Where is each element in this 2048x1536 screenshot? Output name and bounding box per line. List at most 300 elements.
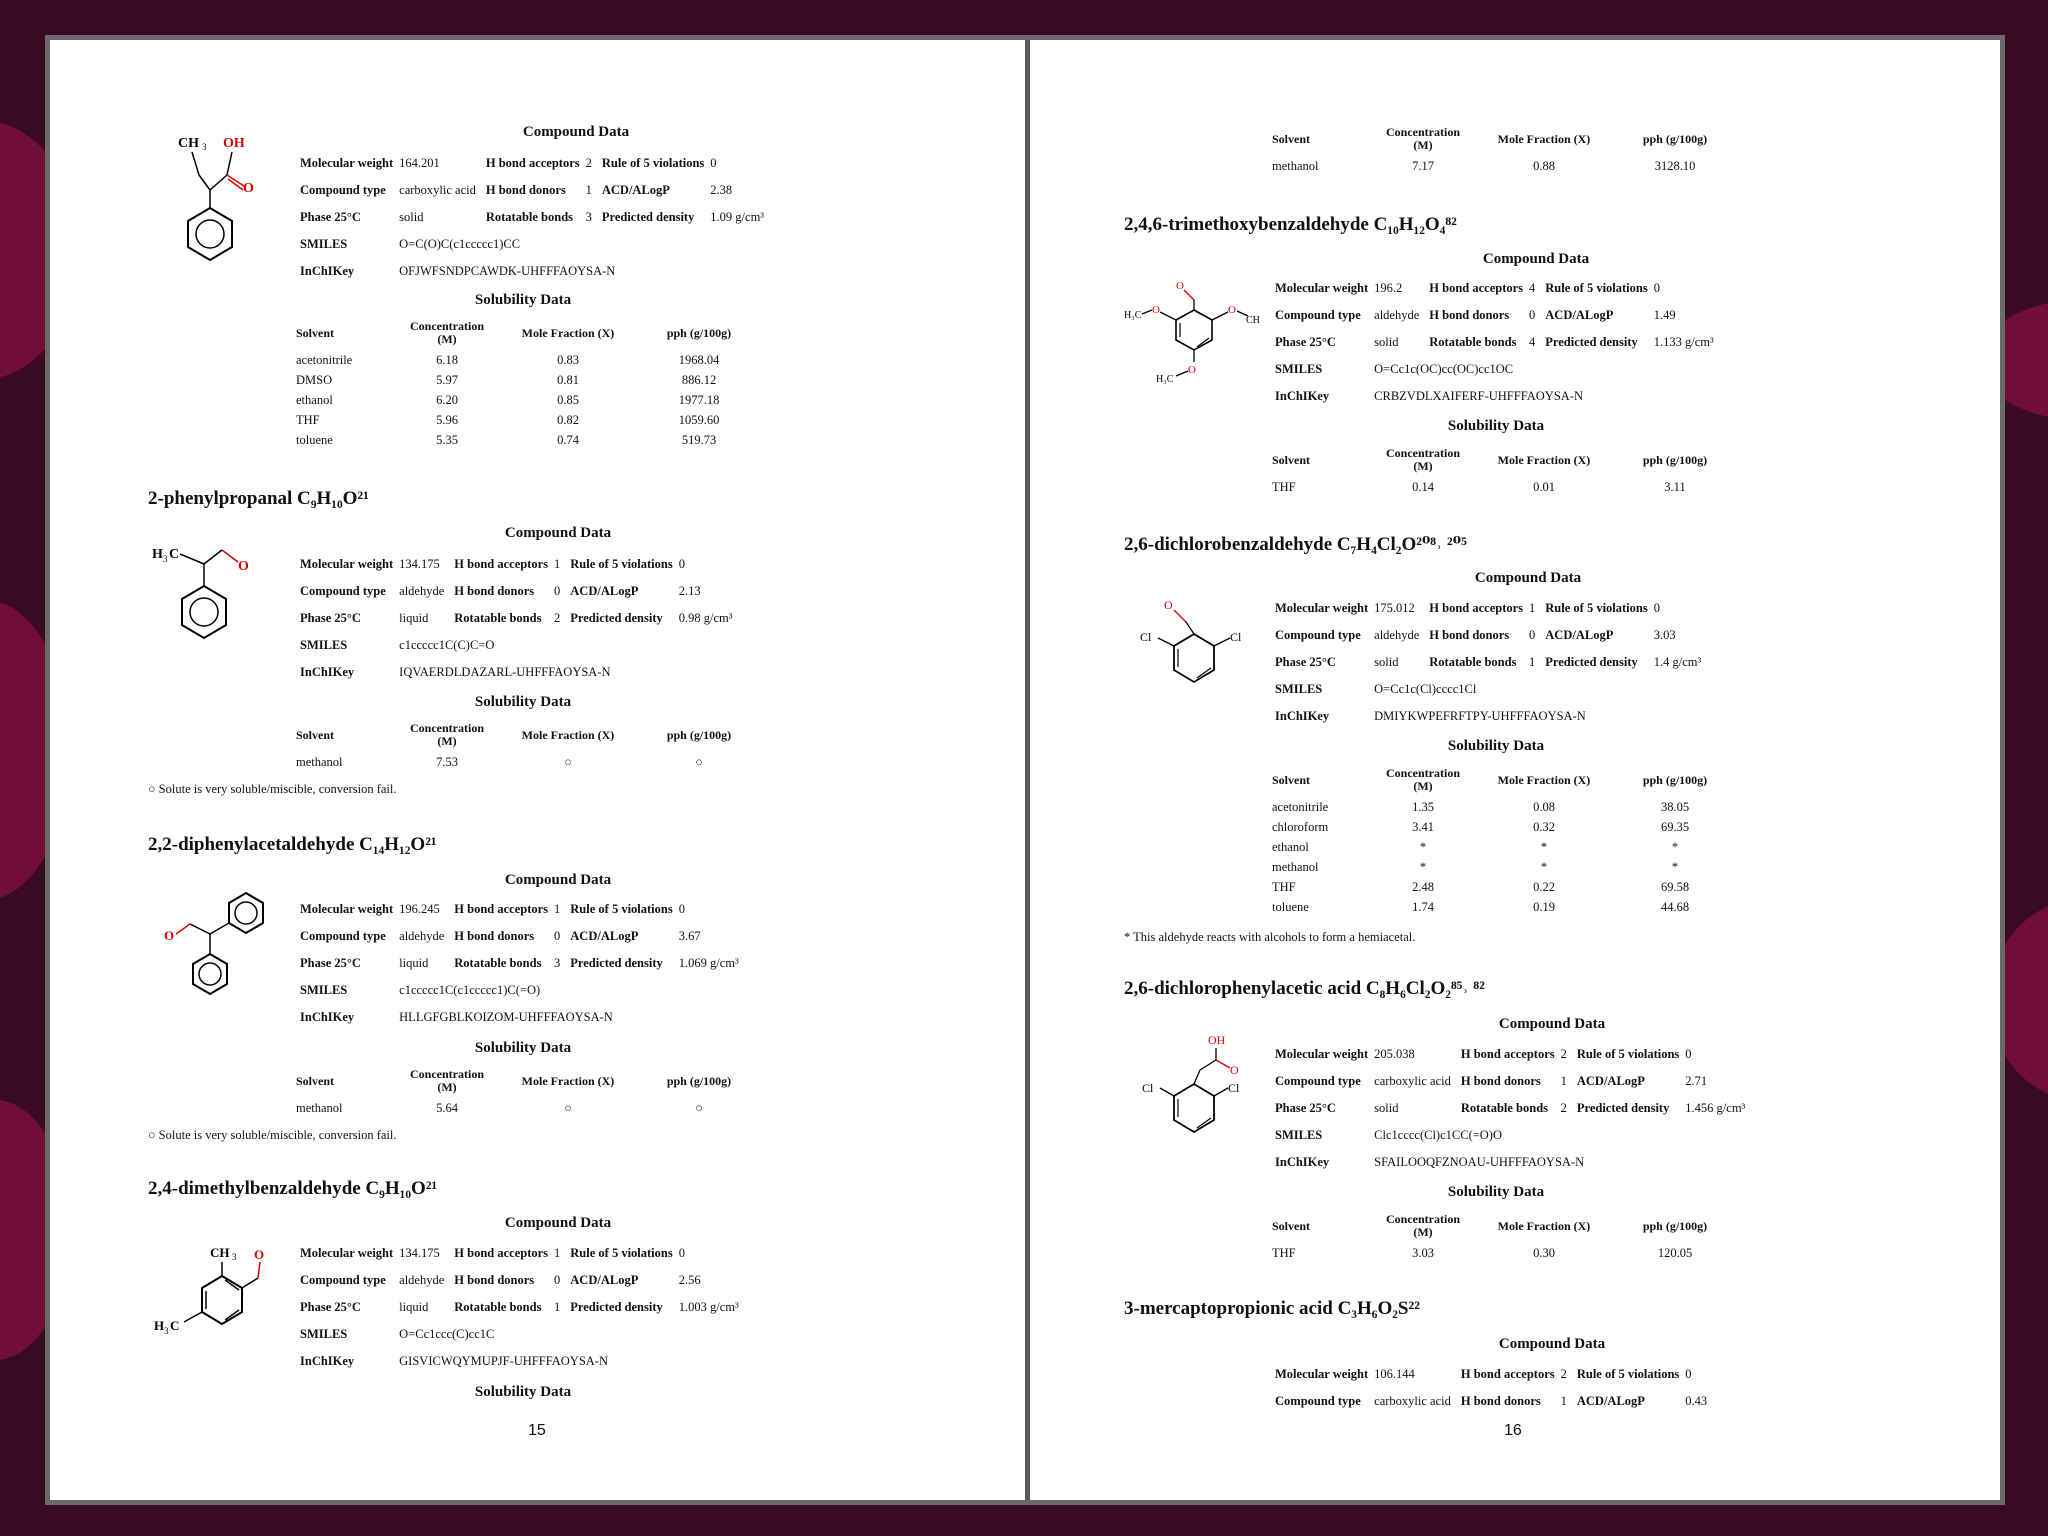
value: 1.4 g/cm³	[1653, 655, 1702, 669]
label: Predicted density	[1545, 335, 1638, 349]
value: 1	[1529, 655, 1536, 669]
value: 2	[1560, 1367, 1567, 1381]
col-mole-fraction: Mole Fraction (X)	[1497, 131, 1591, 146]
value: 2.38	[710, 183, 733, 197]
col-concentration: Concentration (M)	[1386, 1212, 1460, 1239]
label: SMILES	[300, 983, 348, 997]
solubility-table	[1272, 1209, 1733, 1263]
solubility-table	[296, 1064, 757, 1118]
solubility-table	[1272, 763, 1733, 917]
footnote: * This aldehyde reacts with alcohols to form a hemiacetal.	[1124, 930, 1416, 944]
value: 0	[1529, 628, 1536, 642]
cell: 69.35	[1660, 819, 1690, 834]
label: Rotatable bonds	[1460, 1101, 1549, 1115]
label: Rotatable bonds	[454, 1300, 542, 1314]
compound-data-table	[300, 1240, 749, 1375]
value: liquid	[399, 1300, 429, 1314]
cell: 0.83	[557, 352, 579, 367]
compound-title: 2-phenylpropanal C₉H₁₀O²¹	[148, 488, 369, 509]
col-mole-fraction: Mole Fraction (X)	[521, 727, 615, 742]
solubility-data-heading: Solubility Data	[1447, 1184, 1545, 1200]
value: O=Cc1c(OC)cc(OC)cc1OC	[1374, 362, 1514, 376]
value: 0	[710, 156, 717, 170]
svg-text:O: O	[1152, 304, 1160, 316]
value: aldehyde	[1374, 628, 1420, 642]
label: Predicted density	[570, 1300, 663, 1314]
value: 0	[554, 929, 561, 943]
label: Compound type	[300, 183, 386, 197]
molecule-structure-2-4-dimethylbenzaldehyde	[150, 1244, 280, 1344]
cell: 1.74	[1412, 899, 1434, 914]
cell: *	[1540, 859, 1548, 874]
cell: *	[1419, 859, 1427, 874]
compound-data-heading: Compound Data	[504, 1215, 612, 1231]
svg-text:O: O	[1188, 364, 1196, 376]
value: 2	[554, 611, 561, 625]
value: 0	[678, 557, 685, 571]
value: 1	[554, 1246, 561, 1260]
compound-data-table	[300, 150, 774, 285]
page-divider	[1025, 40, 1030, 1500]
svg-text:3: 3	[202, 142, 207, 152]
label: H bond acceptors	[454, 1246, 549, 1260]
label: Predicted density	[570, 956, 663, 970]
col-solvent: Solvent	[1272, 131, 1311, 146]
cell: THF	[296, 412, 320, 427]
label: Molecular weight	[300, 1246, 394, 1260]
value: 1	[554, 557, 561, 571]
svg-text:H: H	[154, 1318, 165, 1333]
col-solvent: Solvent	[1272, 452, 1311, 467]
compound-data-heading: Compound Data	[522, 124, 630, 140]
value: SFAILOOQFZNOAU-UHFFFAOYSA-N	[1374, 1155, 1585, 1169]
cell: 1059.60	[678, 412, 720, 427]
label: Molecular weight	[1275, 601, 1369, 615]
cell: 1.35	[1412, 799, 1434, 814]
col-solvent: Solvent	[296, 1073, 335, 1088]
solubility-data-heading: Solubility Data	[474, 694, 572, 710]
label: H bond donors	[454, 584, 535, 598]
col-concentration: Concentration (M)	[410, 1067, 484, 1094]
label: Rotatable bonds	[1429, 335, 1517, 349]
value: DMIYKWPEFRFTPY-UHFFFAOYSA-N	[1374, 709, 1586, 723]
label: Compound type	[300, 929, 386, 943]
molecule-structure-2-phenylbutanoic-acid	[172, 130, 262, 270]
label: H bond acceptors	[1460, 1367, 1555, 1381]
label: H bond donors	[1460, 1074, 1541, 1088]
label: ACD/ALogP	[570, 584, 639, 598]
value: c1ccccc1C(C)C=O	[399, 638, 495, 652]
label: H bond donors	[454, 1273, 535, 1287]
table-row	[1272, 857, 1733, 877]
label: Phase 25°C	[1275, 335, 1336, 349]
label: Rotatable bonds	[485, 210, 574, 224]
value: 1.133 g/cm³	[1653, 335, 1714, 349]
label: Phase 25°C	[1275, 655, 1336, 669]
label: ACD/ALogP	[570, 929, 639, 943]
compound-data-heading: Compound Data	[1498, 1016, 1606, 1032]
label: InChIKey	[300, 1010, 355, 1024]
value: solid	[1374, 655, 1399, 669]
value: 0.43	[1685, 1394, 1708, 1408]
value: aldehyde	[399, 584, 445, 598]
svg-text:Cl: Cl	[1228, 1081, 1240, 1095]
value: 2	[585, 156, 592, 170]
label: InChIKey	[300, 665, 355, 679]
cell: *	[1671, 859, 1679, 874]
value: 3	[585, 210, 592, 224]
table-row	[296, 430, 757, 450]
col-mole-fraction: Mole Fraction (X)	[1497, 452, 1591, 467]
value: 1.49	[1653, 308, 1676, 322]
col-mole-fraction: Mole Fraction (X)	[1497, 1218, 1591, 1233]
svg-text:O: O	[1164, 598, 1173, 612]
value: 0	[1529, 308, 1536, 322]
label: ACD/ALogP	[601, 183, 670, 197]
compound-data-table	[1275, 1041, 1755, 1176]
compound-data-heading: Compound Data	[504, 525, 612, 541]
cell: *	[1671, 839, 1679, 854]
label: SMILES	[300, 237, 348, 251]
label: Rule of 5 violations	[1545, 601, 1648, 615]
value: 1	[1560, 1394, 1567, 1408]
label: Compound type	[300, 584, 386, 598]
col-solvent: Solvent	[1272, 1218, 1311, 1233]
value: 2.13	[678, 584, 701, 598]
compound-title: 3-mercaptopropionic acid C₃H₆O₂S²²	[1124, 1298, 1420, 1319]
value: 205.038	[1374, 1047, 1415, 1061]
value: carboxylic acid	[1374, 1394, 1451, 1408]
value: liquid	[399, 956, 429, 970]
cell: 3.03	[1412, 1245, 1434, 1260]
value: 3.03	[1653, 628, 1676, 642]
cell: 3.41	[1412, 819, 1434, 834]
svg-text:O: O	[243, 181, 254, 196]
col-pph: pph (g/100g)	[1642, 772, 1708, 787]
compound-data-heading: Compound Data	[1498, 1336, 1606, 1352]
svg-text:3: 3	[163, 554, 168, 564]
value: c1ccccc1C(c1ccccc1)C(=O)	[399, 983, 541, 997]
cell: 0.30	[1533, 1245, 1555, 1260]
label: Rotatable bonds	[454, 956, 542, 970]
cell: toluene	[1272, 899, 1309, 914]
compound-data-table	[1275, 1361, 1717, 1415]
value: Clc1cccc(Cl)c1CC(=O)O	[1374, 1128, 1502, 1142]
value: 175.012	[1374, 601, 1415, 615]
cell: 1977.18	[678, 392, 720, 407]
svg-text:Cl: Cl	[1140, 630, 1152, 644]
solubility-data-heading: Solubility Data	[474, 1384, 572, 1400]
label: Molecular weight	[1275, 281, 1369, 295]
value: carboxylic acid	[399, 183, 476, 197]
table-row	[1272, 797, 1733, 817]
cell: 5.96	[436, 412, 458, 427]
cell: methanol	[296, 754, 343, 769]
compound-title: 2,6-dichlorophenylacetic acid C₈H₆Cl₂O₂⁸⁵˒ ⁸²	[1124, 978, 1485, 999]
label: Rule of 5 violations	[570, 557, 673, 571]
table-row	[296, 390, 757, 410]
svg-text:O: O	[1176, 280, 1184, 292]
col-concentration: Concentration (M)	[410, 721, 484, 748]
value: 1	[554, 902, 561, 916]
value: 2.56	[678, 1273, 701, 1287]
label: H bond acceptors	[1429, 601, 1524, 615]
value: 134.175	[399, 1246, 440, 1260]
value: O=Cc1ccc(C)cc1C	[399, 1327, 495, 1341]
cell: chloroform	[1272, 819, 1329, 834]
col-mole-fraction: Mole Fraction (X)	[521, 1073, 615, 1088]
cell: DMSO	[296, 372, 333, 387]
compound-title: 2,4,6-trimethoxybenzaldehyde C₁₀H₁₂O₄⁸²	[1124, 214, 1457, 235]
col-pph: pph (g/100g)	[666, 325, 732, 340]
molecule-structure-2-2-diphenylacetaldehyde	[160, 890, 280, 1010]
solubility-data-heading: Solubility Data	[1447, 418, 1545, 434]
cell: methanol	[1272, 859, 1319, 874]
cell: 69.58	[1660, 879, 1690, 894]
label: ACD/ALogP	[1576, 1394, 1645, 1408]
value: 1.456 g/cm³	[1685, 1101, 1746, 1115]
value: GISVICWQYMUPJF-UHFFFAOYSA-N	[399, 1354, 608, 1368]
cell: methanol	[1272, 158, 1319, 173]
page-number: 16	[1504, 1422, 1522, 1439]
label: Phase 25°C	[300, 210, 361, 224]
svg-text:H₃C: H₃C	[1156, 374, 1174, 385]
compound-data-table	[300, 896, 749, 1031]
table-row	[296, 350, 757, 370]
label: H bond acceptors	[1429, 281, 1524, 295]
cell: *	[1419, 839, 1427, 854]
cell: 6.20	[436, 392, 458, 407]
label: ACD/ALogP	[1545, 308, 1614, 322]
label: Rule of 5 violations	[570, 1246, 673, 1260]
compound-data-table	[300, 551, 742, 686]
value: solid	[1374, 1101, 1399, 1115]
molecule-structure-2-4-6-trimethoxybenzaldehyde	[1124, 276, 1264, 386]
label: Rule of 5 violations	[1576, 1367, 1680, 1381]
label: SMILES	[300, 1327, 348, 1341]
cell: toluene	[296, 432, 333, 447]
compound-title: 2,6-dichlorobenzaldehyde C₇H₄Cl₂O²⁰⁸˒ ²⁰⁵	[1124, 534, 1467, 555]
cell: 7.17	[1412, 158, 1434, 173]
value: 2.71	[1685, 1074, 1708, 1088]
value: 0	[554, 584, 561, 598]
col-pph: pph (g/100g)	[666, 727, 732, 742]
col-pph: pph (g/100g)	[1642, 131, 1708, 146]
label: H bond donors	[485, 183, 566, 197]
label: ACD/ALogP	[570, 1273, 639, 1287]
value: 1.003 g/cm³	[678, 1300, 739, 1314]
value: aldehyde	[399, 1273, 445, 1287]
cell: 0.32	[1533, 819, 1555, 834]
value: CRBZVDLXAIFERF-UHFFFAOYSA-N	[1374, 389, 1583, 403]
svg-text:Cl: Cl	[1230, 630, 1242, 644]
label: SMILES	[1275, 362, 1323, 376]
label: H bond donors	[1429, 308, 1510, 322]
cell: 0.08	[1533, 799, 1555, 814]
col-pph: pph (g/100g)	[1642, 1218, 1708, 1233]
label: Phase 25°C	[300, 611, 361, 625]
table-row	[296, 752, 757, 772]
value: 196.245	[399, 902, 440, 916]
cell: acetonitrile	[1272, 799, 1329, 814]
solubility-table	[296, 718, 757, 772]
table-row	[1272, 156, 1733, 176]
value: O=C(O)C(c1ccccc1)CC	[399, 237, 521, 251]
cell: 3.11	[1664, 479, 1686, 494]
label: H bond acceptors	[454, 557, 549, 571]
compound-data-heading: Compound Data	[1482, 251, 1590, 267]
cell: ○	[695, 754, 703, 769]
molecule-structure-2-6-dichlorophenylacetic-acid	[1138, 1030, 1248, 1150]
label: Phase 25°C	[300, 956, 361, 970]
label: ACD/ALogP	[1576, 1074, 1645, 1088]
svg-text:CH: CH	[1246, 315, 1260, 326]
value: 196.2	[1374, 281, 1403, 295]
table-row	[296, 1098, 757, 1118]
cell: THF	[1272, 479, 1296, 494]
cell: ethanol	[1272, 839, 1309, 854]
table-row	[1272, 837, 1733, 857]
col-mole-fraction: Mole Fraction (X)	[521, 325, 615, 340]
label: H bond donors	[454, 929, 535, 943]
svg-text:3: 3	[164, 1326, 169, 1336]
label: Rule of 5 violations	[601, 156, 705, 170]
footnote: ○ Solute is very soluble/miscible, conversion fail.	[148, 1128, 397, 1142]
compound-data-table	[1275, 595, 1711, 730]
table-row	[1272, 817, 1733, 837]
solubility-data-heading: Solubility Data	[474, 1040, 572, 1056]
cell: methanol	[296, 1100, 343, 1115]
label: InChIKey	[1275, 1155, 1330, 1169]
compound-data-heading: Compound Data	[1474, 570, 1582, 586]
value: IQVAERDLDAZARL-UHFFFAOYSA-N	[399, 665, 611, 679]
svg-text:O: O	[164, 928, 175, 943]
cell: THF	[1272, 1245, 1296, 1260]
cell: 0.22	[1533, 879, 1555, 894]
value: 0	[554, 1273, 561, 1287]
value: 0	[678, 902, 685, 916]
col-concentration: Concentration (M)	[1386, 125, 1460, 152]
col-pph: pph (g/100g)	[1642, 452, 1708, 467]
cell: 120.05	[1657, 1245, 1693, 1260]
label: ACD/ALogP	[1545, 628, 1614, 642]
label: Compound type	[1275, 1394, 1361, 1408]
svg-text:OH: OH	[1208, 1033, 1226, 1047]
value: 0	[1653, 281, 1660, 295]
label: Molecular weight	[1275, 1047, 1369, 1061]
table-row	[296, 410, 757, 430]
svg-text:Cl: Cl	[1142, 1081, 1154, 1095]
svg-text:O: O	[1228, 304, 1236, 316]
svg-text:CH: CH	[178, 136, 199, 151]
svg-text:C: C	[169, 547, 180, 562]
label: Rule of 5 violations	[1576, 1047, 1680, 1061]
cell: 0.82	[557, 412, 579, 427]
value: 3.67	[678, 929, 701, 943]
table-row	[1272, 477, 1733, 497]
cell: 1968.04	[678, 352, 720, 367]
col-solvent: Solvent	[296, 325, 335, 340]
label: Compound type	[300, 1273, 386, 1287]
cell: 0.74	[557, 432, 579, 447]
svg-text:CH: CH	[210, 1245, 230, 1260]
col-mole-fraction: Mole Fraction (X)	[1497, 772, 1591, 787]
cell: 0.88	[1533, 158, 1555, 173]
value: solid	[399, 210, 424, 224]
label: H bond donors	[1460, 1394, 1541, 1408]
label: InChIKey	[1275, 389, 1330, 403]
value: 1	[1560, 1074, 1567, 1088]
value: solid	[1374, 335, 1399, 349]
label: H bond acceptors	[1460, 1047, 1555, 1061]
value: HLLGFGBLKOIZOM-UHFFFAOYSA-N	[399, 1010, 613, 1024]
label: Molecular weight	[300, 156, 394, 170]
svg-text:H₃C: H₃C	[1124, 310, 1142, 321]
cell: acetonitrile	[296, 352, 353, 367]
label: H bond acceptors	[454, 902, 549, 916]
cell: 44.68	[1660, 899, 1690, 914]
label: H bond donors	[1429, 628, 1510, 642]
cell: 0.01	[1533, 479, 1555, 494]
value: 0	[1653, 601, 1660, 615]
label: Rule of 5 violations	[1545, 281, 1648, 295]
cell: 5.35	[436, 432, 458, 447]
value: 3	[554, 956, 561, 970]
label: Predicted density	[601, 210, 695, 224]
value: 1	[1529, 601, 1536, 615]
label: SMILES	[300, 638, 348, 652]
cell: 886.12	[681, 372, 717, 387]
table-row	[1272, 877, 1733, 897]
label: SMILES	[1275, 1128, 1323, 1142]
col-solvent: Solvent	[296, 727, 335, 742]
solubility-table	[1272, 443, 1733, 497]
value: OFJWFSNDPCAWDK-UHFFFAOYSA-N	[399, 264, 616, 278]
solubility-data-heading: Solubility Data	[474, 292, 572, 308]
compound-data-heading: Compound Data	[504, 872, 612, 888]
label: H bond acceptors	[485, 156, 580, 170]
label: Molecular weight	[300, 902, 394, 916]
label: Phase 25°C	[1275, 1101, 1336, 1115]
svg-text:O: O	[238, 559, 249, 574]
label: InChIKey	[300, 264, 355, 278]
label: Compound type	[1275, 628, 1361, 642]
value: 4	[1529, 335, 1536, 349]
label: Molecular weight	[1275, 1367, 1369, 1381]
label: Rotatable bonds	[1429, 655, 1517, 669]
label: Phase 25°C	[300, 1300, 361, 1314]
cell: 519.73	[681, 432, 717, 447]
label: Compound type	[1275, 308, 1361, 322]
value: aldehyde	[1374, 308, 1420, 322]
col-pph: pph (g/100g)	[666, 1073, 732, 1088]
col-solvent: Solvent	[1272, 772, 1311, 787]
compound-title: 2,2-diphenylacetaldehyde C₁₄H₁₂O²¹	[148, 834, 437, 855]
molecule-structure-2-phenylpropanal	[150, 540, 270, 660]
value: 0	[1685, 1047, 1692, 1061]
cell: ○	[564, 1100, 572, 1115]
table-row	[1272, 897, 1733, 917]
value: 1	[554, 1300, 561, 1314]
label: Rotatable bonds	[454, 611, 542, 625]
value: 134.175	[399, 557, 440, 571]
label: Predicted density	[570, 611, 663, 625]
col-concentration: Concentration (M)	[1386, 446, 1460, 473]
cell: 6.18	[436, 352, 458, 367]
value: 106.144	[1374, 1367, 1415, 1381]
value: carboxylic acid	[1374, 1074, 1451, 1088]
cell: 38.05	[1660, 799, 1690, 814]
